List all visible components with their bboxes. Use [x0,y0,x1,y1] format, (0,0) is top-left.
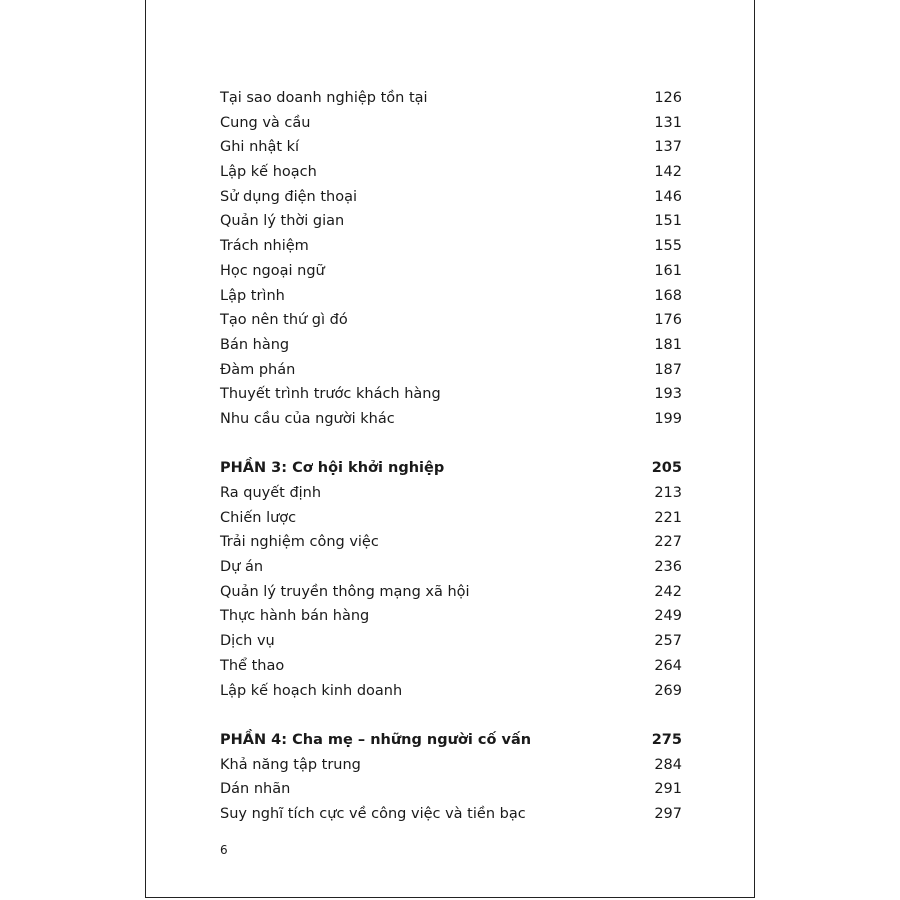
toc-entry-page: 264 [654,657,682,674]
toc-entry [220,604,682,629]
toc-entry-page: 137 [654,139,682,156]
toc-entry-page: 284 [654,756,682,773]
toc-entry [220,481,682,506]
toc-entry-page: 193 [654,386,682,403]
toc-entry [220,358,682,383]
toc-entry-title: Chiến lược [220,509,297,526]
toc-entry-page: 131 [654,114,682,131]
toc-entry-title: Ra quyết định [220,485,322,501]
toc-entry-title: Cung và cầu [220,114,311,131]
toc-entry-page: 168 [654,287,682,304]
toc-entry [220,234,682,259]
toc-entry [220,629,682,654]
toc-entry-page: 181 [654,336,682,353]
toc-entry [220,209,682,234]
toc-entry [220,530,682,555]
toc-entry-title: Lập kế hoạch [220,164,317,181]
toc-entry [220,160,682,185]
toc-entry-title: Tạo nên thứ gì đó [220,312,348,329]
toc-entry-title: Sử dụng điện thoại [220,188,358,205]
toc-entry-title: Trách nhiệm [220,238,309,255]
toc-entry-page: 297 [654,805,682,822]
toc-entry [220,679,682,704]
toc-entry [220,185,682,210]
toc-entry-page: 151 [654,213,682,230]
toc-entry-title: Thực hành bán hàng [220,608,370,625]
toc-entry-page: 291 [654,781,682,798]
toc-entry-page: 221 [654,509,682,526]
part-3-heading [220,456,682,481]
toc-entry-title: Lập trình [220,287,285,304]
table-of-contents [220,86,682,827]
toc-entry [220,506,682,531]
toc-entry-title: Trải nghiệm công việc [220,534,379,551]
toc-entry-page: 126 [654,90,682,106]
section-spacer [220,703,682,728]
part-4-heading [220,728,682,753]
toc-entry [220,555,682,580]
toc-entry-title: Bán hàng [220,336,290,353]
toc-entry-title: Dịch vụ [220,633,275,650]
toc-entry-title: Suy nghĩ tích cực về công việc và tiền bạc [220,805,526,822]
toc-entry-title: Đàm phán [220,361,296,378]
toc-entry-page: 176 [654,312,682,329]
toc-entry [220,86,682,111]
toc-entry [220,802,682,827]
toc-entry-page: 142 [654,164,682,181]
book-page [145,0,755,898]
toc-entry [220,135,682,160]
toc-entry-page: 213 [654,485,682,501]
toc-entry [220,284,682,309]
part-heading-page: 275 [651,731,682,748]
toc-entry-page: 161 [654,262,682,279]
toc-entry-title: Quản lý thời gian [220,213,345,230]
toc-entry [220,753,682,778]
toc-entry-title: Học ngoại ngữ [220,262,325,279]
page-number: 6 [220,843,228,857]
toc-entry-page: 146 [654,188,682,205]
toc-entry [220,333,682,358]
toc-entry [220,382,682,407]
toc-entry [220,407,682,432]
toc-entry-title: Ghi nhật kí [220,139,300,156]
part-heading-page: 205 [651,460,682,477]
section-spacer [220,432,682,457]
toc-entry [220,111,682,136]
toc-entry-title: Thể thao [220,657,285,674]
toc-entry [220,580,682,605]
toc-entry-page: 257 [654,633,682,650]
part-heading-title: PHẦN 4: Cha mẹ – những người cố vấn [220,731,532,748]
toc-entry-page: 269 [654,682,682,699]
toc-entry-title: Quản lý truyền thông mạng xã hội [220,583,470,600]
toc-entry-page: 199 [654,410,682,427]
toc-entry-title: Thuyết trình trước khách hàng [220,386,441,403]
toc-entry-page: 155 [654,238,682,255]
toc-entry-title: Tại sao doanh nghiệp tồn tại [220,90,428,106]
toc-entry-page: 187 [654,361,682,378]
toc-entry-title: Lập kế hoạch kinh doanh [220,682,403,699]
toc-entry-title: Nhu cầu của người khác [220,410,395,427]
toc-entry-page: 227 [654,534,682,551]
toc-entry [220,777,682,802]
toc-entry [220,308,682,333]
toc-entry [220,654,682,679]
toc-entry [220,259,682,284]
part-heading-title: PHẦN 3: Cơ hội khởi nghiệp [220,460,445,477]
toc-entry-page: 236 [654,559,682,576]
toc-entry-title: Dán nhãn [220,781,291,798]
toc-entry-page: 242 [654,583,682,600]
toc-entry-title: Dự án [220,559,264,576]
toc-entry-page: 249 [654,608,682,625]
toc-entry-title: Khả năng tập trung [220,756,361,773]
